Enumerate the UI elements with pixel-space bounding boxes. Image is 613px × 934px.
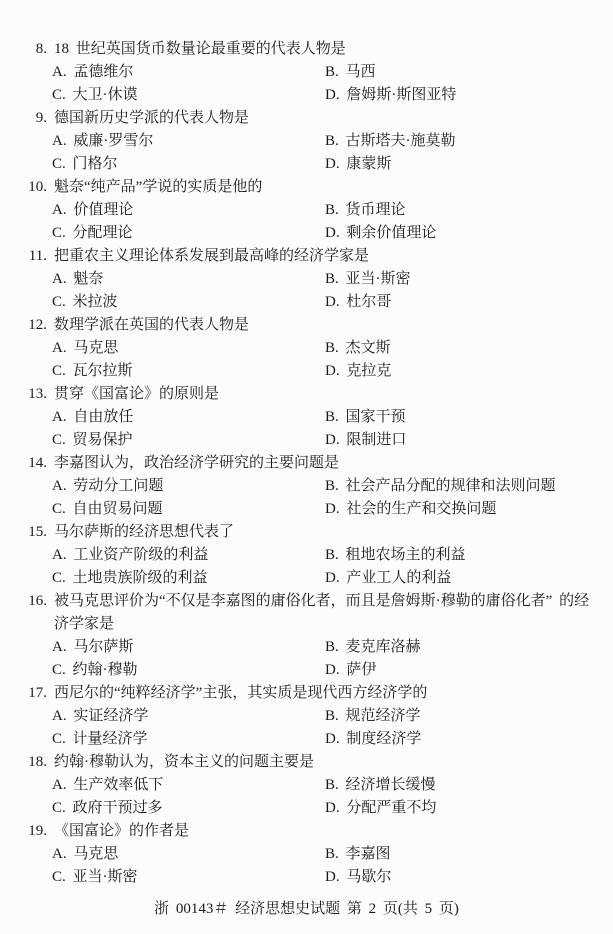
option-a: A. 价值理论 — [52, 202, 134, 218]
option-d: D. 剩余价值理论 — [325, 225, 437, 241]
question-stem — [0, 590, 613, 636]
option-b: B. 亚当·斯密 — [325, 271, 411, 287]
option-d: D. 分配严重不均 — [325, 800, 437, 816]
question-18 — [0, 751, 613, 820]
question-text: 西尼尔的“纯粹经济学”主张，其实质是现代西方经济学的 — [54, 685, 428, 701]
question-stem — [0, 751, 613, 774]
option-group — [0, 843, 613, 889]
question-16 — [0, 590, 613, 682]
question-number: 10. — [28, 179, 47, 195]
question-9 — [0, 107, 613, 176]
question-13 — [0, 383, 613, 452]
question-number: 14. — [28, 455, 47, 471]
option-group — [0, 268, 613, 314]
question-number: 12. — [28, 317, 47, 333]
question-12 — [0, 314, 613, 383]
question-text: 魁奈“纯产品”学说的实质是他的 — [54, 179, 263, 195]
option-a: A. 实证经济学 — [52, 708, 149, 724]
question-stem — [0, 176, 613, 199]
option-b: B. 麦克库洛赫 — [325, 639, 421, 655]
question-stem — [0, 245, 613, 268]
question-number: 16. — [28, 593, 47, 609]
option-d: D. 詹姆斯·斯图亚特 — [325, 87, 457, 103]
option-group — [0, 61, 613, 107]
option-a: A. 马克思 — [52, 340, 119, 356]
option-b: B. 货币理论 — [325, 202, 406, 218]
option-a: A. 生产效率低下 — [52, 777, 164, 793]
question-number: 18. — [28, 754, 47, 770]
option-b: B. 国家干预 — [325, 409, 406, 425]
question-text: 贯穿《国富论》的原则是 — [54, 386, 220, 402]
option-c: C. 自由贸易问题 — [52, 501, 163, 517]
option-c: C. 计量经济学 — [52, 731, 148, 747]
option-a: A. 劳动分工问题 — [52, 478, 164, 494]
option-d: D. 萨伊 — [325, 662, 377, 678]
option-c: C. 分配理论 — [52, 225, 133, 241]
question-number: 13. — [28, 386, 47, 402]
question-text: 被马克思评价为“不仅是李嘉图的庸俗化者，而且是詹姆斯·穆勒的庸俗化者” 的经济学家是 — [54, 593, 590, 632]
question-text: 把重农主义理论体系发展到最高峰的经济学家是 — [54, 248, 370, 264]
option-c: C. 大卫·休谟 — [52, 87, 138, 103]
option-group — [0, 130, 613, 176]
option-d: D. 产业工人的利益 — [325, 570, 452, 586]
question-number: 9. — [35, 110, 47, 126]
question-17 — [0, 682, 613, 751]
question-text: 《国富论》的作者是 — [54, 823, 190, 839]
option-c: C. 亚当·斯密 — [52, 869, 138, 885]
option-c: C. 米拉波 — [52, 294, 118, 310]
question-text: 18 世纪英国货币数量论最重要的代表人物是 — [54, 41, 346, 57]
option-b: B. 杰文斯 — [325, 340, 391, 356]
option-group — [0, 636, 613, 682]
option-a: A. 威廉·罗雪尔 — [52, 133, 154, 149]
question-stem — [0, 682, 613, 705]
question-number: 11. — [28, 248, 47, 264]
option-b: B. 古斯塔夫·施莫勒 — [325, 133, 456, 149]
question-text: 约翰·穆勒认为，资本主义的问题主要是 — [54, 754, 314, 770]
question-list — [0, 38, 613, 889]
option-b: B. 租地农场主的利益 — [325, 547, 466, 563]
option-a: A. 魁奈 — [52, 271, 104, 287]
question-number: 17. — [28, 685, 47, 701]
question-stem — [0, 383, 613, 406]
question-text: 李嘉图认为，政治经济学研究的主要问题是 — [54, 455, 340, 471]
question-number: 15. — [28, 524, 47, 540]
option-c: C. 土地贵族阶级的利益 — [52, 570, 208, 586]
option-group — [0, 475, 613, 521]
option-d: D. 限制进口 — [325, 432, 407, 448]
question-stem — [0, 107, 613, 130]
option-group — [0, 406, 613, 452]
question-15 — [0, 521, 613, 590]
option-a: A. 马克思 — [52, 846, 119, 862]
question-number: 8. — [35, 41, 47, 57]
option-b: B. 李嘉图 — [325, 846, 391, 862]
page-footer — [0, 898, 613, 921]
option-c: C. 贸易保护 — [52, 432, 133, 448]
option-b: B. 马西 — [325, 64, 376, 80]
option-c: C. 瓦尔拉斯 — [52, 363, 133, 379]
option-a: A. 孟德维尔 — [52, 64, 134, 80]
option-d: D. 康蒙斯 — [325, 156, 392, 172]
option-group — [0, 774, 613, 820]
option-a: A. 自由放任 — [52, 409, 134, 425]
option-d: D. 杜尔哥 — [325, 294, 392, 310]
question-text: 德国新历史学派的代表人物是 — [54, 110, 250, 126]
question-stem — [0, 452, 613, 475]
option-group — [0, 337, 613, 383]
question-number: 19. — [28, 823, 47, 839]
question-stem — [0, 314, 613, 337]
question-19 — [0, 820, 613, 889]
question-14 — [0, 452, 613, 521]
option-group — [0, 544, 613, 590]
option-d: D. 克拉克 — [325, 363, 392, 379]
option-group — [0, 705, 613, 751]
option-c: C. 门格尔 — [52, 156, 118, 172]
question-8 — [0, 38, 613, 107]
option-d: D. 制度经济学 — [325, 731, 422, 747]
option-c: C. 政府干预过多 — [52, 800, 163, 816]
option-b: B. 社会产品分配的规律和法则问题 — [325, 478, 556, 494]
question-stem — [0, 521, 613, 544]
option-d: D. 马歇尔 — [325, 869, 392, 885]
question-text: 马尔萨斯的经济思想代表了 — [54, 524, 235, 540]
option-b: B. 规范经济学 — [325, 708, 421, 724]
option-a: A. 工业资产阶级的利益 — [52, 547, 209, 563]
question-10 — [0, 176, 613, 245]
question-stem — [0, 38, 613, 61]
option-d: D. 社会的生产和交换问题 — [325, 501, 497, 517]
option-a: A. 马尔萨斯 — [52, 639, 134, 655]
option-b: B. 经济增长缓慢 — [325, 777, 436, 793]
option-group — [0, 199, 613, 245]
question-11 — [0, 245, 613, 314]
option-c: C. 约翰·穆勒 — [52, 662, 138, 678]
footer-text: 浙 00143＃ 经济思想史试题 第 2 页(共 5 页) — [154, 901, 459, 917]
question-stem — [0, 820, 613, 843]
question-text: 数理学派在英国的代表人物是 — [54, 317, 250, 333]
